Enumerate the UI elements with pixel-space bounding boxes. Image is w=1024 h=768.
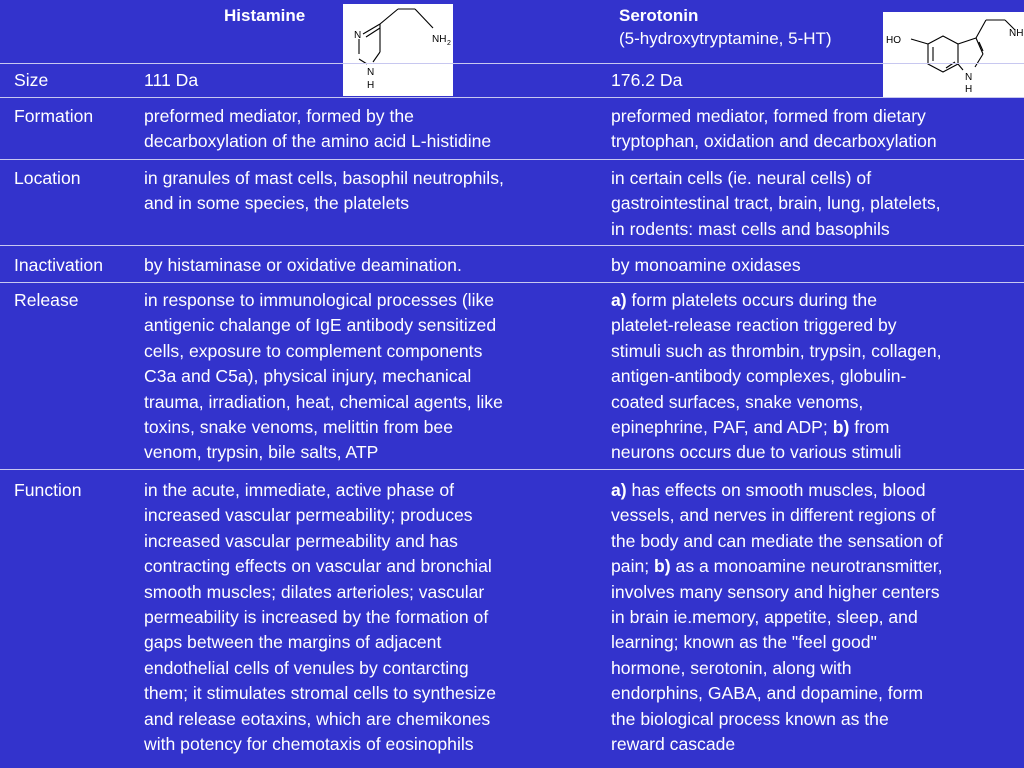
cell-line: increased vascular permeability; produces (144, 505, 473, 526)
cell-line: 111 Da (144, 70, 199, 90)
histamine-nh2-label: NH (432, 34, 447, 45)
list-marker: b) (654, 556, 671, 577)
cell-line: toxins, snake venoms, melittin from bee (144, 417, 453, 438)
serotonin-h-label: H (965, 84, 973, 95)
histamine-inactivation-cell (144, 253, 462, 278)
serotonin-nh2-label: NH (1009, 28, 1024, 39)
cell-line: smooth muscles; dilates arterioles; vascular (144, 581, 485, 602)
serotonin-subtitle: (5-hydroxytryptamine, 5-HT) (619, 29, 832, 48)
cell-line: coated surfaces, snake venoms, (611, 391, 864, 412)
cell-line: hormone, serotonin, along with (611, 657, 852, 678)
cell-line: epinephrine, PAF, and ADP; b) from (611, 417, 890, 438)
cell-line: and in some species, the platelets (144, 193, 410, 214)
cell-line: the body and can mediate the sensation of (611, 530, 943, 551)
cell-line: with potency for chemotaxis of eosinophils (144, 734, 474, 755)
cell-line: in the acute, immediate, active phase of (144, 480, 455, 500)
row-label-location: Location (14, 168, 81, 188)
cell-line: antigenic chalange of IgE antibody sensitized (144, 315, 497, 336)
cell-line: venom, trypsin, bile salts, ATP (144, 442, 379, 463)
list-marker: a) (611, 290, 627, 310)
cell-line: in brain ie.memory, appetite, sleep, and (611, 607, 918, 628)
histamine-nh2-subscript: 2 (447, 40, 451, 47)
table-divider (0, 245, 1024, 246)
cell-line: learning; known as the "feel good" (611, 632, 877, 653)
row-label-formation: Formation (14, 106, 94, 126)
histamine-formation-cell (144, 104, 491, 155)
serotonin-release-cell (611, 288, 942, 466)
cell-line: the biological process known as the (611, 708, 889, 729)
row-label-size: Size (14, 70, 49, 90)
histamine-h-label: H (367, 80, 375, 91)
serotonin-size-cell (611, 68, 682, 93)
cell-line: stimuli such as thrombin, trypsin, collagen, (611, 340, 942, 361)
cell-line: cells, exposure to complement components (144, 340, 483, 361)
cell-line: pain; b) as a monoamine neurotransmitter, (611, 556, 943, 577)
cell-line: neurons occurs due to various stimuli (611, 442, 902, 463)
serotonin-structure-image (883, 12, 1024, 98)
table-divider (0, 159, 1024, 160)
serotonin-inactivation-cell (611, 253, 801, 278)
histamine-header: Histamine (224, 6, 306, 25)
table-divider (0, 282, 1024, 283)
histamine-release-cell (144, 288, 503, 466)
row-label-function: Function (14, 480, 82, 500)
cell-line: in response to immunological processes (like (144, 290, 495, 310)
cell-line: preformed mediator, formed by the (144, 106, 414, 126)
histamine-size-cell (144, 68, 198, 93)
serotonin-header: Serotonin (619, 6, 699, 25)
cell-line: them; it stimulates stromal cells to synthesize (144, 683, 496, 704)
cell-line: a) form platelets occurs during the (611, 290, 877, 310)
cell-line: endothelial cells of venules by contarcting (144, 657, 469, 678)
histamine-location-cell (144, 166, 504, 217)
table-divider (0, 63, 1024, 64)
serotonin-location-cell (611, 166, 941, 242)
cell-line: and release eotaxins, which are chemikones (144, 708, 491, 729)
cell-line: gastrointestinal tract, brain, lung, platelets, (611, 193, 941, 214)
row-label-release: Release (14, 290, 79, 310)
list-marker: b) (832, 417, 850, 438)
cell-line: reward cascade (611, 734, 736, 755)
cell-line: increased vascular permeability and has (144, 530, 458, 551)
cell-line: decarboxylation of the amino acid L-histidine (144, 131, 492, 152)
cell-line: contracting effects on vascular and bronchial (144, 556, 492, 577)
cell-line: preformed mediator, formed from dietary (611, 106, 926, 126)
serotonin-structure-drawing (883, 12, 1024, 98)
cell-line: in granules of mast cells, basophil neutrophils, (144, 168, 504, 188)
cell-line: C3a and C5a), physical injury, mechanical (144, 366, 472, 387)
serotonin-formation-cell (611, 104, 937, 155)
histamine-nh-label: N (367, 67, 375, 78)
cell-line: by histaminase or oxidative deamination. (144, 255, 462, 275)
cell-line: platelet-release reaction triggered by (611, 315, 897, 336)
cell-line: antigen-antibody complexes, globulin- (611, 366, 907, 387)
cell-line: 176.2 Da (611, 70, 683, 90)
row-label-inactivation: Inactivation (14, 255, 103, 275)
cell-line: gaps between the margins of adjacent (144, 632, 442, 653)
cell-line: a) has effects on smooth muscles, blood (611, 480, 926, 500)
histamine-ring-n-label: N (354, 30, 362, 41)
list-marker: a) (611, 480, 627, 500)
cell-line: vessels, and nerves in different regions of (611, 505, 936, 526)
table-divider (0, 469, 1024, 470)
cell-line: by monoamine oxidases (611, 255, 801, 275)
cell-line: tryptophan, oxidation and decarboxylation (611, 131, 937, 152)
cell-line: in certain cells (ie. neural cells) of (611, 168, 872, 188)
serotonin-function-cell (611, 478, 943, 757)
cell-line: trauma, irradiation, heat, chemical agents, like (144, 391, 503, 412)
table-divider (0, 97, 1024, 98)
serotonin-ho-label: HO (886, 35, 901, 46)
histamine-function-cell (144, 478, 496, 757)
cell-line: in rodents: mast cells and basophils (611, 218, 890, 239)
cell-line: permeability is increased by the formation of (144, 607, 489, 628)
histamine-structure-drawing (343, 4, 453, 96)
cell-line: endorphins, GABA, and dopamine, form (611, 683, 923, 704)
histamine-structure-image (343, 4, 453, 96)
cell-line: involves many sensory and higher centers (611, 581, 940, 602)
serotonin-nh-label: N (965, 72, 973, 83)
